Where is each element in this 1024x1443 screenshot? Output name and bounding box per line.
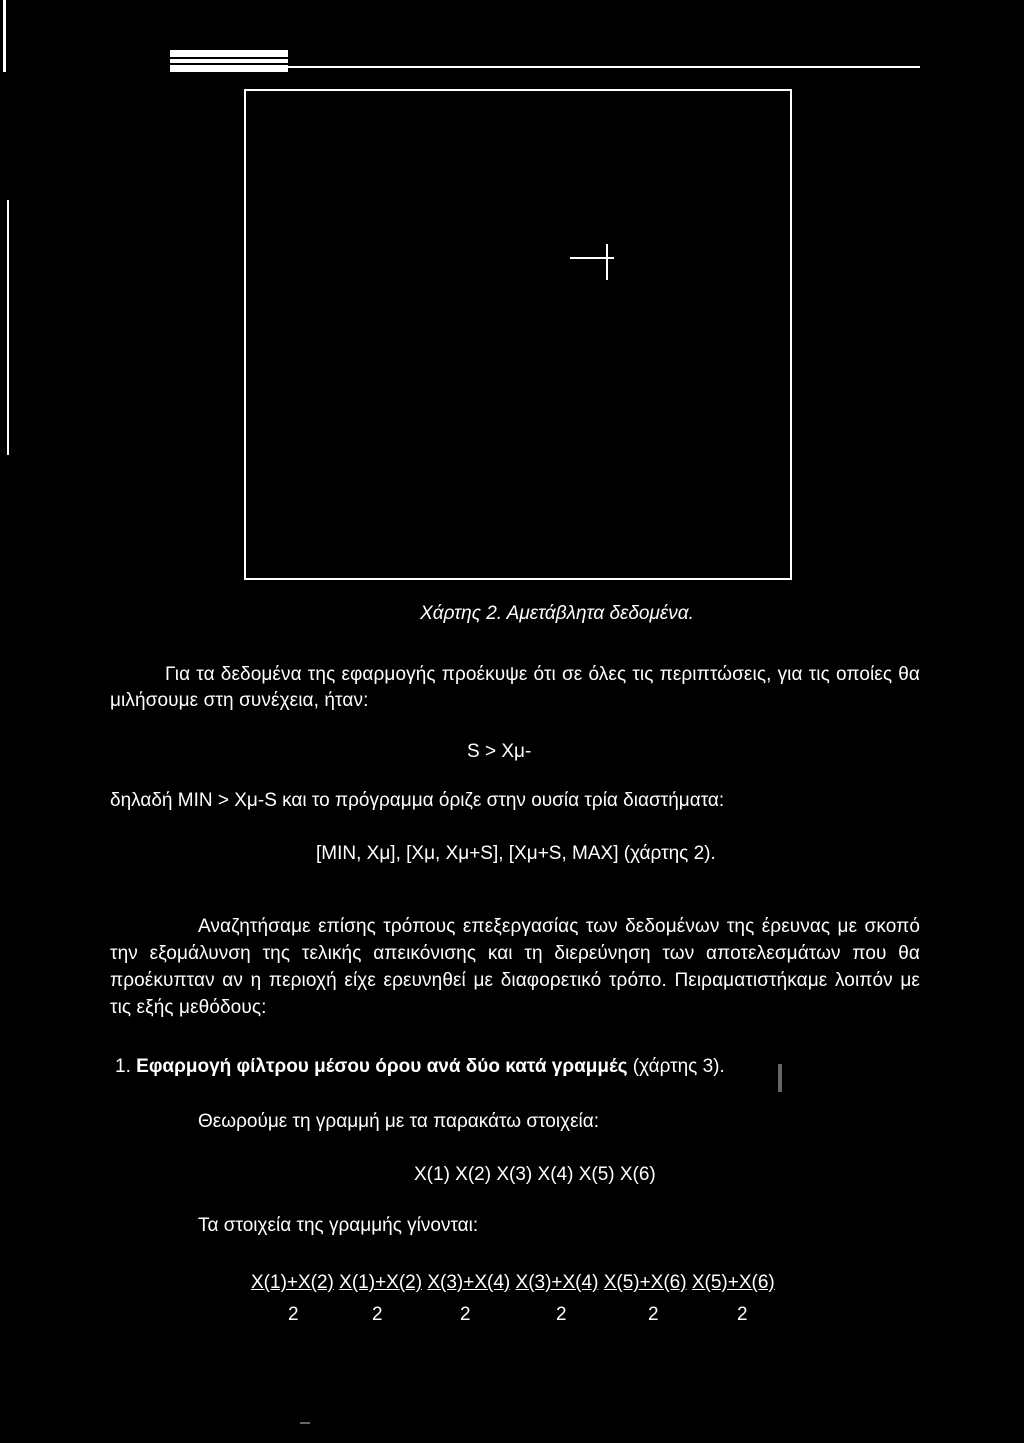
map-frame xyxy=(244,89,792,580)
formula-numerator: X(1)+X(2) xyxy=(339,1272,423,1293)
header-block xyxy=(170,50,288,72)
intervals-line: [MIN, Xμ], [Xμ, Xμ+S], [Xμ+S, MAX] (χάρτης 2). xyxy=(316,843,716,864)
formula-numerator: X(1)+X(2) xyxy=(251,1272,334,1293)
methods-paragraph: Αναζητήσαμε επίσης τρόπους επεξεργασίας των δεδομένων της έρευνας με σκοπό την εξομάλυνση της τελικής απεικόνισης και τη διερεύνηση των αποτελεσμάτων που θα προέκυπταν αν η περιοχή είχε ερευνηθεί με διαφορετικό τρόπο. Πειραματιστήκαμε λοιπόν με τις εξής μεθόδους: xyxy=(110,916,920,1018)
consequence-line: δηλαδή MIN > Xμ-S και το πρόγραμμα όριζε στην ουσία τρία διαστήματα: xyxy=(110,790,725,811)
formula-numerator: X(5)+X(6) xyxy=(603,1272,687,1293)
header-rule xyxy=(288,66,920,68)
method-1-heading xyxy=(115,1056,725,1078)
scan-noise xyxy=(300,1422,310,1424)
formula-numerator: X(3)+X(4) xyxy=(515,1272,599,1293)
figure-caption: Χάρτης 2. Αμετάβλητα δεδομένα. xyxy=(420,603,694,624)
formula-numerators xyxy=(251,1272,775,1294)
scan-noise xyxy=(778,1064,782,1092)
condition-line: S > Xμ- xyxy=(467,741,532,762)
formula-denominator: 2 xyxy=(288,1304,299,1325)
method-number: 1. xyxy=(115,1056,131,1077)
row-elements: X(1) X(2) X(3) X(4) X(5) X(6) xyxy=(414,1164,656,1185)
formula-denominator: 2 xyxy=(737,1304,748,1325)
formula-denominator: 2 xyxy=(372,1304,383,1325)
formula-denominator: 2 xyxy=(460,1304,471,1325)
scan-edge-line xyxy=(7,200,9,455)
row-result-intro: Τα στοιχεία της γραμμής γίνονται: xyxy=(198,1215,479,1236)
intro-paragraph: Για τα δεδομένα της εφαρμογής προέκυψε ότι σε όλες τις περιπτώσεις, για τις οποίες θα μιλήσουμε στη συνέχεια, ήταν: xyxy=(110,664,920,711)
crosshair-marker xyxy=(606,244,608,280)
row-intro: Θεωρούμε τη γραμμή με τα παρακάτω στοιχεία: xyxy=(198,1111,600,1132)
method-ref: (χάρτης 3). xyxy=(632,1056,725,1077)
method-title: Εφαρμογή φίλτρου μέσου όρου ανά δύο κατά γραμμές xyxy=(136,1056,628,1077)
formula-denominator: 2 xyxy=(556,1304,567,1325)
formula-denominator: 2 xyxy=(648,1304,659,1325)
formula-numerator: X(3)+X(4) xyxy=(427,1272,511,1293)
scan-edge-line xyxy=(3,0,6,72)
formula-numerator: X(5)+X(6) xyxy=(691,1272,775,1293)
